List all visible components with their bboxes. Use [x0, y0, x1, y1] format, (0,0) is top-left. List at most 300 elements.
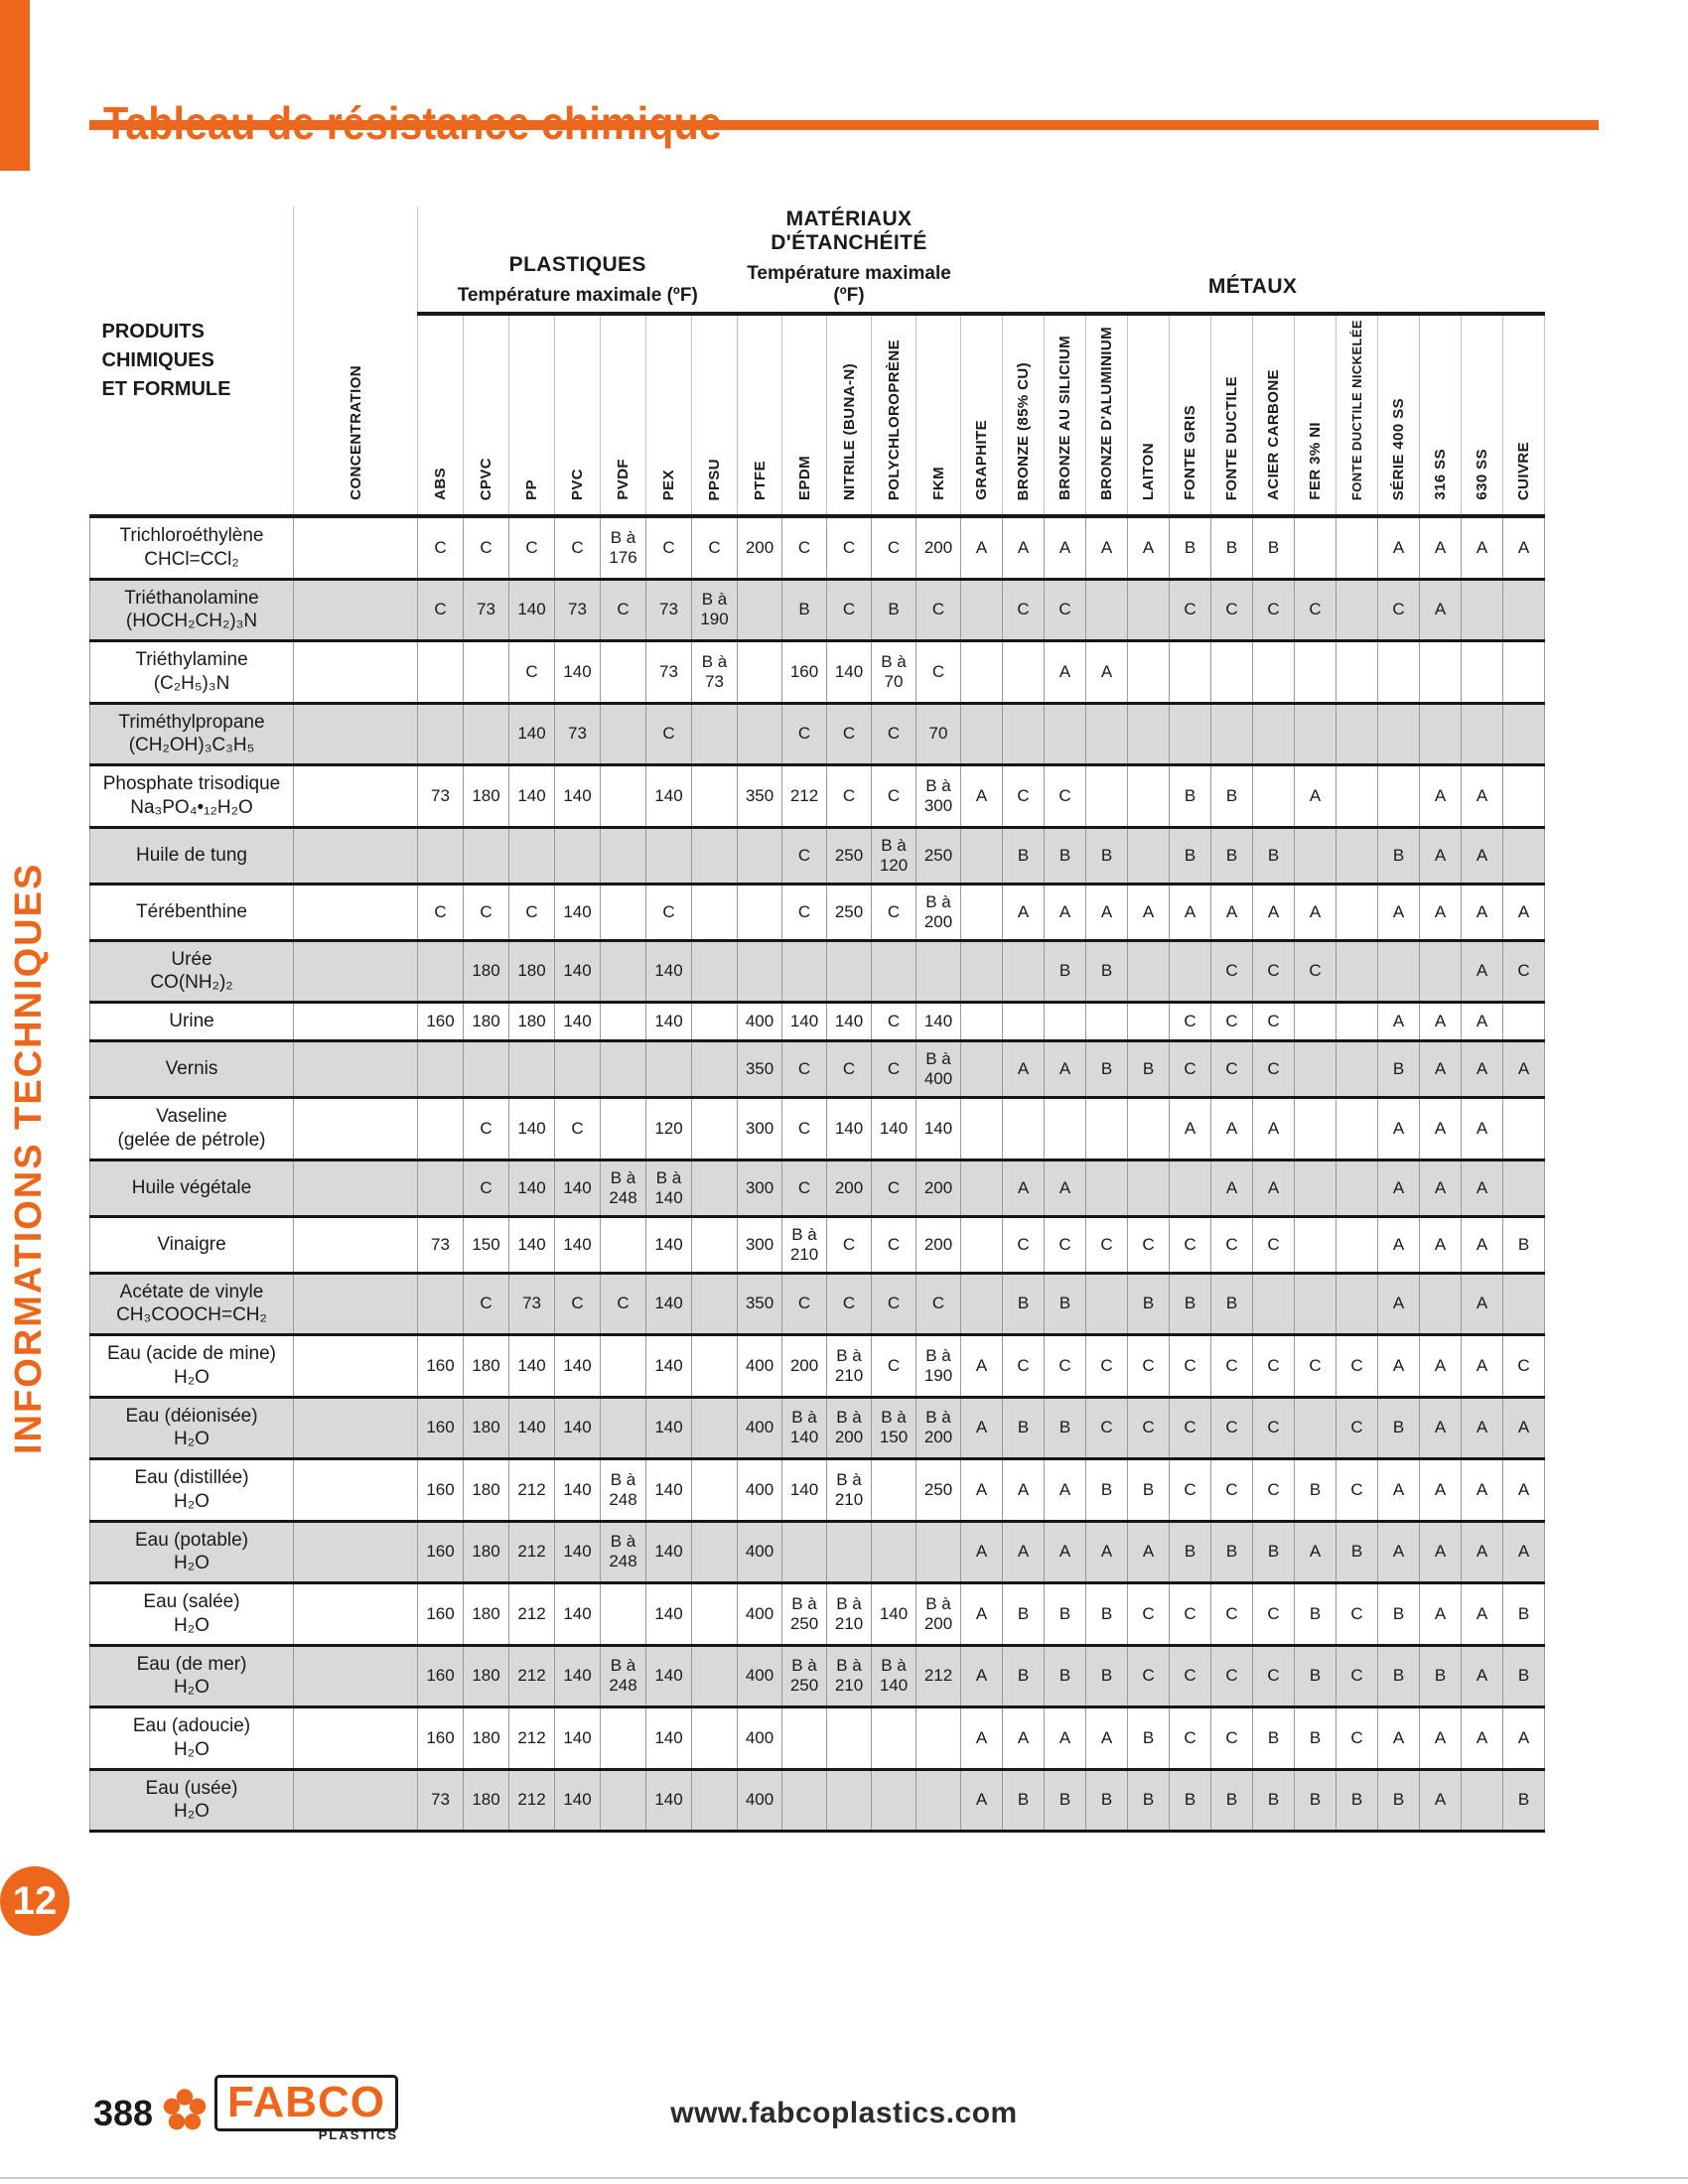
value-cell — [782, 1707, 827, 1770]
value-cell: A — [1045, 884, 1086, 940]
value-cell: A — [1253, 884, 1295, 940]
value-cell: 160 — [418, 1003, 464, 1041]
table-row — [90, 1397, 1545, 1459]
value-cell: 212 — [509, 1645, 555, 1707]
value-cell — [1336, 703, 1378, 765]
value-cell: C — [827, 579, 872, 641]
value-cell: A — [1128, 1521, 1170, 1583]
value-cell: C — [782, 1273, 827, 1335]
value-cell: A — [1003, 884, 1045, 940]
value-cell: C — [1170, 1459, 1211, 1522]
value-cell — [294, 516, 418, 579]
table-row — [90, 1521, 1545, 1583]
value-cell — [294, 1273, 418, 1335]
value-cell — [961, 579, 1003, 641]
value-cell: B à 200 — [916, 1583, 961, 1646]
value-cell: A — [1503, 1707, 1545, 1770]
chemical-name-cell: Eau (déionisée) H₂O — [90, 1397, 294, 1459]
value-cell: C — [418, 579, 464, 641]
value-cell: B — [1086, 1645, 1128, 1707]
value-cell — [1128, 765, 1170, 828]
value-cell: C — [1045, 1335, 1086, 1398]
value-cell: B — [1420, 1645, 1462, 1707]
value-cell — [1462, 1769, 1503, 1832]
value-cell: B — [1253, 516, 1295, 579]
value-cell: 212 — [509, 1707, 555, 1770]
table-row — [90, 1098, 1545, 1160]
value-cell: 73 — [418, 1216, 464, 1273]
value-cell: 70 — [916, 703, 961, 765]
value-cell — [1128, 579, 1170, 641]
value-cell: C — [509, 884, 555, 940]
value-cell: 140 — [646, 765, 692, 828]
value-cell — [294, 940, 418, 1003]
value-cell: A — [1462, 516, 1503, 579]
value-cell: B à 190 — [916, 1335, 961, 1398]
value-cell: C — [1170, 1040, 1211, 1097]
column-header: GRAPHITE — [961, 314, 1003, 516]
value-cell: 140 — [555, 1583, 601, 1646]
value-cell: C — [646, 884, 692, 940]
value-cell — [782, 940, 827, 1003]
value-cell — [601, 1216, 646, 1273]
column-header: BRONZE D'ALUMINIUM — [1086, 314, 1128, 516]
value-cell — [1128, 703, 1170, 765]
value-cell: C — [1045, 765, 1086, 828]
value-cell: A — [1420, 1098, 1462, 1160]
table-row — [90, 1335, 1545, 1398]
value-cell: 180 — [464, 1335, 509, 1398]
value-cell: 73 — [555, 703, 601, 765]
value-cell: 400 — [738, 1521, 782, 1583]
value-cell: C — [782, 1098, 827, 1160]
value-cell: A — [1128, 884, 1170, 940]
chemical-name-cell: Térébenthine — [90, 884, 294, 940]
value-cell — [692, 1273, 738, 1335]
value-cell: A — [961, 1769, 1003, 1832]
value-cell: 400 — [738, 1003, 782, 1041]
value-cell: B — [1295, 1707, 1336, 1770]
value-cell: B — [1003, 1583, 1045, 1646]
value-cell: 140 — [555, 940, 601, 1003]
value-cell — [1503, 1098, 1545, 1160]
value-cell: 140 — [646, 940, 692, 1003]
value-cell: 180 — [464, 1769, 509, 1832]
value-cell: 140 — [555, 641, 601, 704]
value-cell: B — [1378, 1769, 1420, 1832]
column-header: PVC — [555, 314, 601, 516]
value-cell — [692, 1098, 738, 1160]
value-cell: B à 248 — [601, 1521, 646, 1583]
value-cell — [961, 641, 1003, 704]
value-cell: 160 — [418, 1335, 464, 1398]
value-cell: C — [464, 1273, 509, 1335]
chemical-name-cell: Triéthylamine (C₂H₅)₃N — [90, 641, 294, 704]
value-cell: B — [1378, 1645, 1420, 1707]
value-cell — [294, 1459, 418, 1522]
value-cell: B à 400 — [916, 1040, 961, 1097]
value-cell — [646, 827, 692, 884]
value-cell: 160 — [418, 1459, 464, 1522]
column-header: PEX — [646, 314, 692, 516]
value-cell: B — [1295, 1645, 1336, 1707]
chemical-name-cell: Eau (usée) H₂O — [90, 1769, 294, 1832]
value-cell: A — [1003, 516, 1045, 579]
value-cell: C — [872, 1040, 916, 1097]
value-cell — [464, 703, 509, 765]
value-cell: B — [1378, 1397, 1420, 1459]
value-cell: C — [1086, 1397, 1128, 1459]
sidebar-section-label: INFORMATIONS TECHNIQUES — [8, 862, 50, 1454]
value-cell: C — [872, 884, 916, 940]
value-cell: 140 — [509, 1216, 555, 1273]
value-cell — [418, 1098, 464, 1160]
value-cell: C — [1336, 1397, 1378, 1459]
value-cell: C — [1128, 1216, 1170, 1273]
chemical-name-cell: Trichloroéthylène CHCl=CCl₂ — [90, 516, 294, 579]
value-cell — [1503, 579, 1545, 641]
value-cell: A — [1420, 579, 1462, 641]
column-header: LAITON — [1128, 314, 1170, 516]
value-cell — [1170, 1160, 1211, 1216]
value-cell — [692, 884, 738, 940]
value-cell — [418, 1040, 464, 1097]
column-header: ABS — [418, 314, 464, 516]
value-cell: 400 — [738, 1769, 782, 1832]
value-cell: B — [1503, 1769, 1545, 1832]
corner-header: PRODUITS CHIMIQUES ET FORMULE — [90, 206, 294, 516]
value-cell: A — [1462, 827, 1503, 884]
value-cell — [692, 1003, 738, 1041]
value-cell: C — [916, 641, 961, 704]
value-cell: B — [1378, 827, 1420, 884]
value-cell: C — [1295, 579, 1336, 641]
value-cell: A — [1420, 1335, 1462, 1398]
value-cell — [1420, 703, 1462, 765]
value-cell — [1211, 641, 1253, 704]
value-cell: B à 248 — [601, 1459, 646, 1522]
value-cell — [1295, 703, 1336, 765]
value-cell: C — [418, 516, 464, 579]
value-cell: C — [1295, 1335, 1336, 1398]
value-cell — [294, 1160, 418, 1216]
group-header-2: MATÉRIAUX D'ÉTANCHÉITÉ Température maximale (ºF) — [738, 206, 961, 314]
value-cell: A — [1378, 1003, 1420, 1041]
value-cell: 140 — [555, 1003, 601, 1041]
value-cell — [1420, 1273, 1462, 1335]
value-cell: 180 — [464, 1003, 509, 1041]
value-cell: 180 — [509, 1003, 555, 1041]
value-cell: C — [782, 703, 827, 765]
value-cell: B — [1086, 1583, 1128, 1646]
value-cell: C — [1170, 1397, 1211, 1459]
value-cell: C — [827, 1040, 872, 1097]
value-cell — [294, 1003, 418, 1041]
value-cell — [692, 1583, 738, 1646]
column-header: BRONZE AU SILICIUM — [1045, 314, 1086, 516]
value-cell — [1086, 1160, 1128, 1216]
value-cell: C — [646, 516, 692, 579]
value-cell: C — [782, 884, 827, 940]
value-cell: C — [1253, 940, 1295, 1003]
value-cell — [464, 641, 509, 704]
value-cell: C — [1003, 579, 1045, 641]
value-cell: 160 — [418, 1707, 464, 1770]
value-cell: A — [1003, 1521, 1045, 1583]
value-cell: B — [1045, 1769, 1086, 1832]
table-row — [90, 884, 1545, 940]
value-cell: B à 200 — [916, 884, 961, 940]
value-cell: B à 200 — [916, 1397, 961, 1459]
value-cell: A — [1003, 1160, 1045, 1216]
value-cell — [872, 1769, 916, 1832]
value-cell — [418, 1160, 464, 1216]
value-cell — [601, 1040, 646, 1097]
value-cell: B — [1045, 1645, 1086, 1707]
value-cell: B — [1128, 1459, 1170, 1522]
value-cell: B — [1295, 1459, 1336, 1522]
value-cell: A — [1295, 884, 1336, 940]
value-cell — [961, 940, 1003, 1003]
value-cell — [916, 1769, 961, 1832]
value-cell: 140 — [646, 1583, 692, 1646]
value-cell: 140 — [555, 1160, 601, 1216]
value-cell: 73 — [418, 1769, 464, 1832]
value-cell — [1336, 940, 1378, 1003]
value-cell — [1253, 765, 1295, 828]
value-cell: C — [1211, 1216, 1253, 1273]
value-cell — [464, 1040, 509, 1097]
value-cell: C — [1211, 1335, 1253, 1398]
value-cell: C — [601, 579, 646, 641]
value-cell: 140 — [509, 1098, 555, 1160]
value-cell: A — [961, 765, 1003, 828]
value-cell — [1503, 1003, 1545, 1041]
value-cell: A — [961, 516, 1003, 579]
value-cell: 160 — [418, 1521, 464, 1583]
value-cell: C — [1170, 1645, 1211, 1707]
value-cell — [782, 1769, 827, 1832]
value-cell — [1503, 827, 1545, 884]
value-cell — [1336, 884, 1378, 940]
value-cell: B — [1378, 1583, 1420, 1646]
value-cell: B à 176 — [601, 516, 646, 579]
value-cell: C — [555, 1098, 601, 1160]
value-cell — [738, 884, 782, 940]
table-row — [90, 1040, 1545, 1097]
value-cell: C — [1211, 940, 1253, 1003]
value-cell: A — [961, 1707, 1003, 1770]
value-cell: 160 — [418, 1645, 464, 1707]
value-cell — [738, 827, 782, 884]
value-cell — [294, 1521, 418, 1583]
value-cell: C — [464, 884, 509, 940]
value-cell — [601, 1397, 646, 1459]
value-cell: A — [1420, 1160, 1462, 1216]
value-cell — [961, 1040, 1003, 1097]
value-cell: B — [1253, 1521, 1295, 1583]
value-cell: 140 — [555, 884, 601, 940]
value-cell: B à 200 — [827, 1397, 872, 1459]
column-header-concentration: CONCENTRATION — [294, 206, 418, 516]
value-cell: B — [1170, 827, 1211, 884]
value-cell: C — [1045, 1216, 1086, 1273]
value-cell — [294, 703, 418, 765]
value-cell — [601, 703, 646, 765]
value-cell: A — [1462, 1098, 1503, 1160]
value-cell: 350 — [738, 1273, 782, 1335]
value-cell — [1003, 641, 1045, 704]
value-cell: C — [872, 1216, 916, 1273]
value-cell — [1503, 1160, 1545, 1216]
value-cell — [692, 940, 738, 1003]
value-cell: C — [1170, 1707, 1211, 1770]
value-cell: C — [827, 703, 872, 765]
value-cell: C — [827, 1216, 872, 1273]
value-cell: 73 — [418, 765, 464, 828]
value-cell: B — [1295, 1583, 1336, 1646]
value-cell: C — [1128, 1583, 1170, 1646]
value-cell — [1295, 516, 1336, 579]
value-cell — [692, 1769, 738, 1832]
value-cell — [827, 940, 872, 1003]
value-cell: A — [1462, 1273, 1503, 1335]
value-cell — [1003, 1098, 1045, 1160]
value-cell: 150 — [464, 1216, 509, 1273]
value-cell: B à 70 — [872, 641, 916, 704]
value-cell: A — [1170, 1098, 1211, 1160]
value-cell: B — [1128, 1707, 1170, 1770]
value-cell — [1336, 827, 1378, 884]
value-cell — [1086, 579, 1128, 641]
value-cell: 250 — [827, 827, 872, 884]
table-row — [90, 1216, 1545, 1273]
value-cell — [1462, 641, 1503, 704]
value-cell: 140 — [646, 1707, 692, 1770]
value-cell — [961, 1160, 1003, 1216]
value-cell: B à 150 — [872, 1397, 916, 1459]
value-cell — [601, 940, 646, 1003]
value-cell — [1378, 641, 1420, 704]
page-edge-line — [0, 2177, 1688, 2179]
value-cell: C — [1253, 1335, 1295, 1398]
value-cell: 180 — [464, 940, 509, 1003]
value-cell: C — [1336, 1459, 1378, 1522]
column-header: FKM — [916, 314, 961, 516]
value-cell: 212 — [509, 1583, 555, 1646]
value-cell — [961, 827, 1003, 884]
value-cell — [418, 1273, 464, 1335]
value-cell: C — [1336, 1645, 1378, 1707]
value-cell: 212 — [916, 1645, 961, 1707]
value-cell: B — [1503, 1216, 1545, 1273]
value-cell: 140 — [646, 1645, 692, 1707]
value-cell: 120 — [646, 1098, 692, 1160]
value-cell: B à 210 — [782, 1216, 827, 1273]
value-cell: A — [1420, 1459, 1462, 1522]
value-cell — [1128, 641, 1170, 704]
value-cell: 140 — [509, 1335, 555, 1398]
value-cell: A — [1420, 1003, 1462, 1041]
value-cell — [692, 1397, 738, 1459]
value-cell: C — [1336, 1583, 1378, 1646]
value-cell: A — [1378, 516, 1420, 579]
column-header: PPSU — [692, 314, 738, 516]
column-header: 316 SS — [1420, 314, 1462, 516]
value-cell: B — [1211, 1273, 1253, 1335]
value-cell: 140 — [646, 1769, 692, 1832]
column-header: CPVC — [464, 314, 509, 516]
value-cell: 73 — [646, 579, 692, 641]
value-cell: C — [872, 703, 916, 765]
value-cell — [294, 1098, 418, 1160]
value-cell: A — [1378, 1216, 1420, 1273]
value-cell — [1336, 1040, 1378, 1097]
value-cell — [294, 1335, 418, 1398]
table-row — [90, 827, 1545, 884]
value-cell: A — [1045, 516, 1086, 579]
value-cell — [294, 1583, 418, 1646]
value-cell: 212 — [509, 1769, 555, 1832]
value-cell: A — [1378, 1335, 1420, 1398]
value-cell — [961, 1003, 1003, 1041]
value-cell: 400 — [738, 1397, 782, 1459]
value-cell — [1378, 940, 1420, 1003]
value-cell: A — [1086, 884, 1128, 940]
value-cell: C — [601, 1273, 646, 1335]
value-cell: C — [872, 1273, 916, 1335]
group-header-1: PLASTIQUES Température maximale (ºF) — [418, 206, 738, 314]
value-cell: C — [1503, 940, 1545, 1003]
value-cell — [601, 1583, 646, 1646]
chemical-resistance-table — [89, 206, 1545, 1833]
value-cell: B — [1211, 1521, 1253, 1583]
value-cell — [692, 703, 738, 765]
value-cell: B — [1045, 1397, 1086, 1459]
value-cell — [1336, 1273, 1378, 1335]
value-cell: C — [555, 1273, 601, 1335]
value-cell: 140 — [555, 1645, 601, 1707]
value-cell: A — [961, 1645, 1003, 1707]
value-cell: A — [1086, 1707, 1128, 1770]
value-cell — [692, 1521, 738, 1583]
value-cell: B — [1003, 1273, 1045, 1335]
value-cell: A — [1128, 516, 1170, 579]
value-cell — [1295, 827, 1336, 884]
chemical-name-cell: Triméthylpropane (CH₂OH)₃C₃H₅ — [90, 703, 294, 765]
value-cell: A — [1420, 765, 1462, 828]
value-cell — [418, 703, 464, 765]
value-cell: 180 — [464, 1459, 509, 1522]
value-cell — [1086, 1098, 1128, 1160]
value-cell: C — [1170, 1583, 1211, 1646]
value-cell: A — [1462, 1583, 1503, 1646]
value-cell — [509, 827, 555, 884]
value-cell — [1211, 703, 1253, 765]
value-cell: 73 — [646, 641, 692, 704]
value-cell — [601, 641, 646, 704]
column-header: FER 3% NI — [1295, 314, 1336, 516]
value-cell: B — [1003, 827, 1045, 884]
value-cell: C — [1253, 1216, 1295, 1273]
value-cell — [294, 765, 418, 828]
value-cell: A — [961, 1459, 1003, 1522]
value-cell — [1336, 1098, 1378, 1160]
value-cell: A — [1503, 516, 1545, 579]
value-cell: C — [916, 579, 961, 641]
value-cell — [1503, 641, 1545, 704]
value-cell: 180 — [464, 1707, 509, 1770]
